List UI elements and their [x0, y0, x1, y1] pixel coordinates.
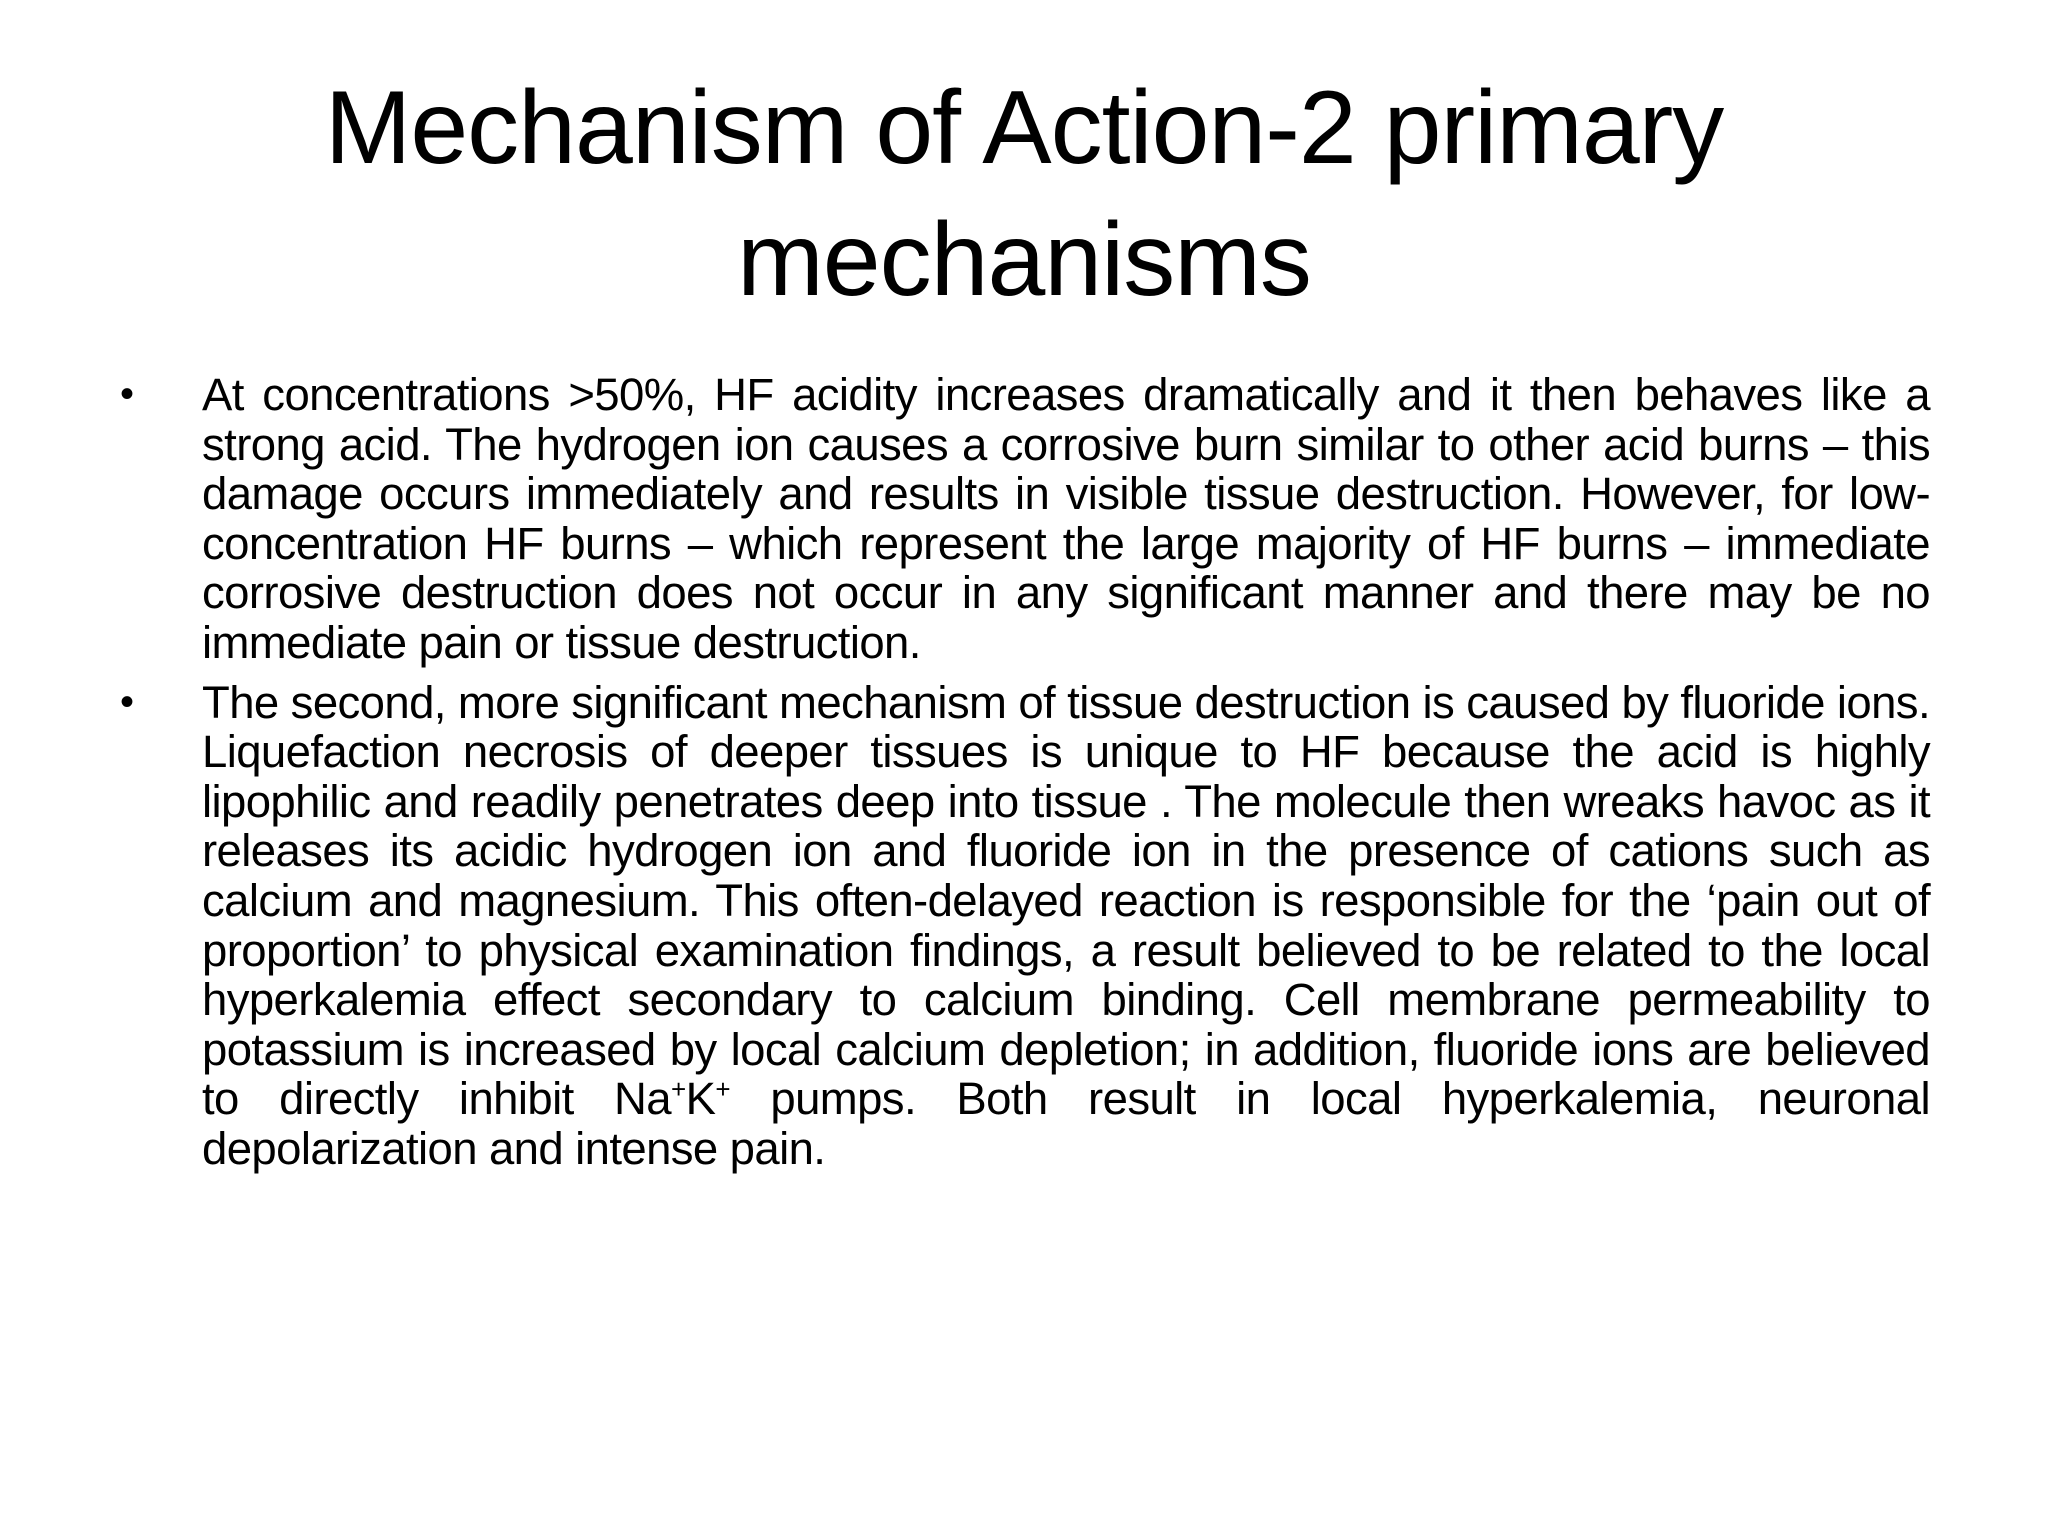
superscript: + — [671, 1074, 686, 1105]
superscript: + — [715, 1074, 730, 1105]
slide-title: Mechanism of Action-2 primary mechanisms — [324, 70, 1724, 318]
bullet-text-part: The second, more significant mechanism of tissue destruction is caused by fluoride ions. Liquefaction necrosis of deeper tissues is unique to HF because the acid is highly lipophilic and readily penetrates deep into tissue . The molecule then wreaks havoc as it releases its acidic hydrogen ion and fluoride ion in the presence of cations such as calcium and magnesium. This often-delayed reaction is responsible for the ‘pain out of proportion’ to physical examination findings, a result believed to be related to the local hyperkalemia effect secondary to calcium binding. Cell membrane permeability to potassium is increased by local calcium depletion; in addition, fluoride ions are believed to directly inhibit Na — [202, 676, 1930, 1125]
bullet-text-part: K — [685, 1073, 716, 1125]
bullet-item — [120, 370, 1930, 668]
bullet-text: At concentrations >50%, HF acidity increases dramatically and it then behaves like a strong acid. The hydrogen ion causes a corrosive burn similar to other acid burns – this damage occurs immediately and results in visible tissue destruction. However, for low-concentration HF burns – which represent the large majority of HF burns – immediate corrosive destruction does not occur in any significant manner and there may be no immediate pain or tissue destruction. — [202, 369, 1930, 668]
bullet-text — [202, 677, 1930, 1174]
bullet-marker: • — [120, 372, 134, 416]
bullet-text-part: pumps. Both result in local hyperkalemia, neuronal depolarization and intense pain. — [202, 1073, 1930, 1174]
bullet-item — [120, 678, 1930, 1174]
bullet-marker: • — [120, 679, 134, 724]
bullet-list — [120, 370, 1930, 1184]
